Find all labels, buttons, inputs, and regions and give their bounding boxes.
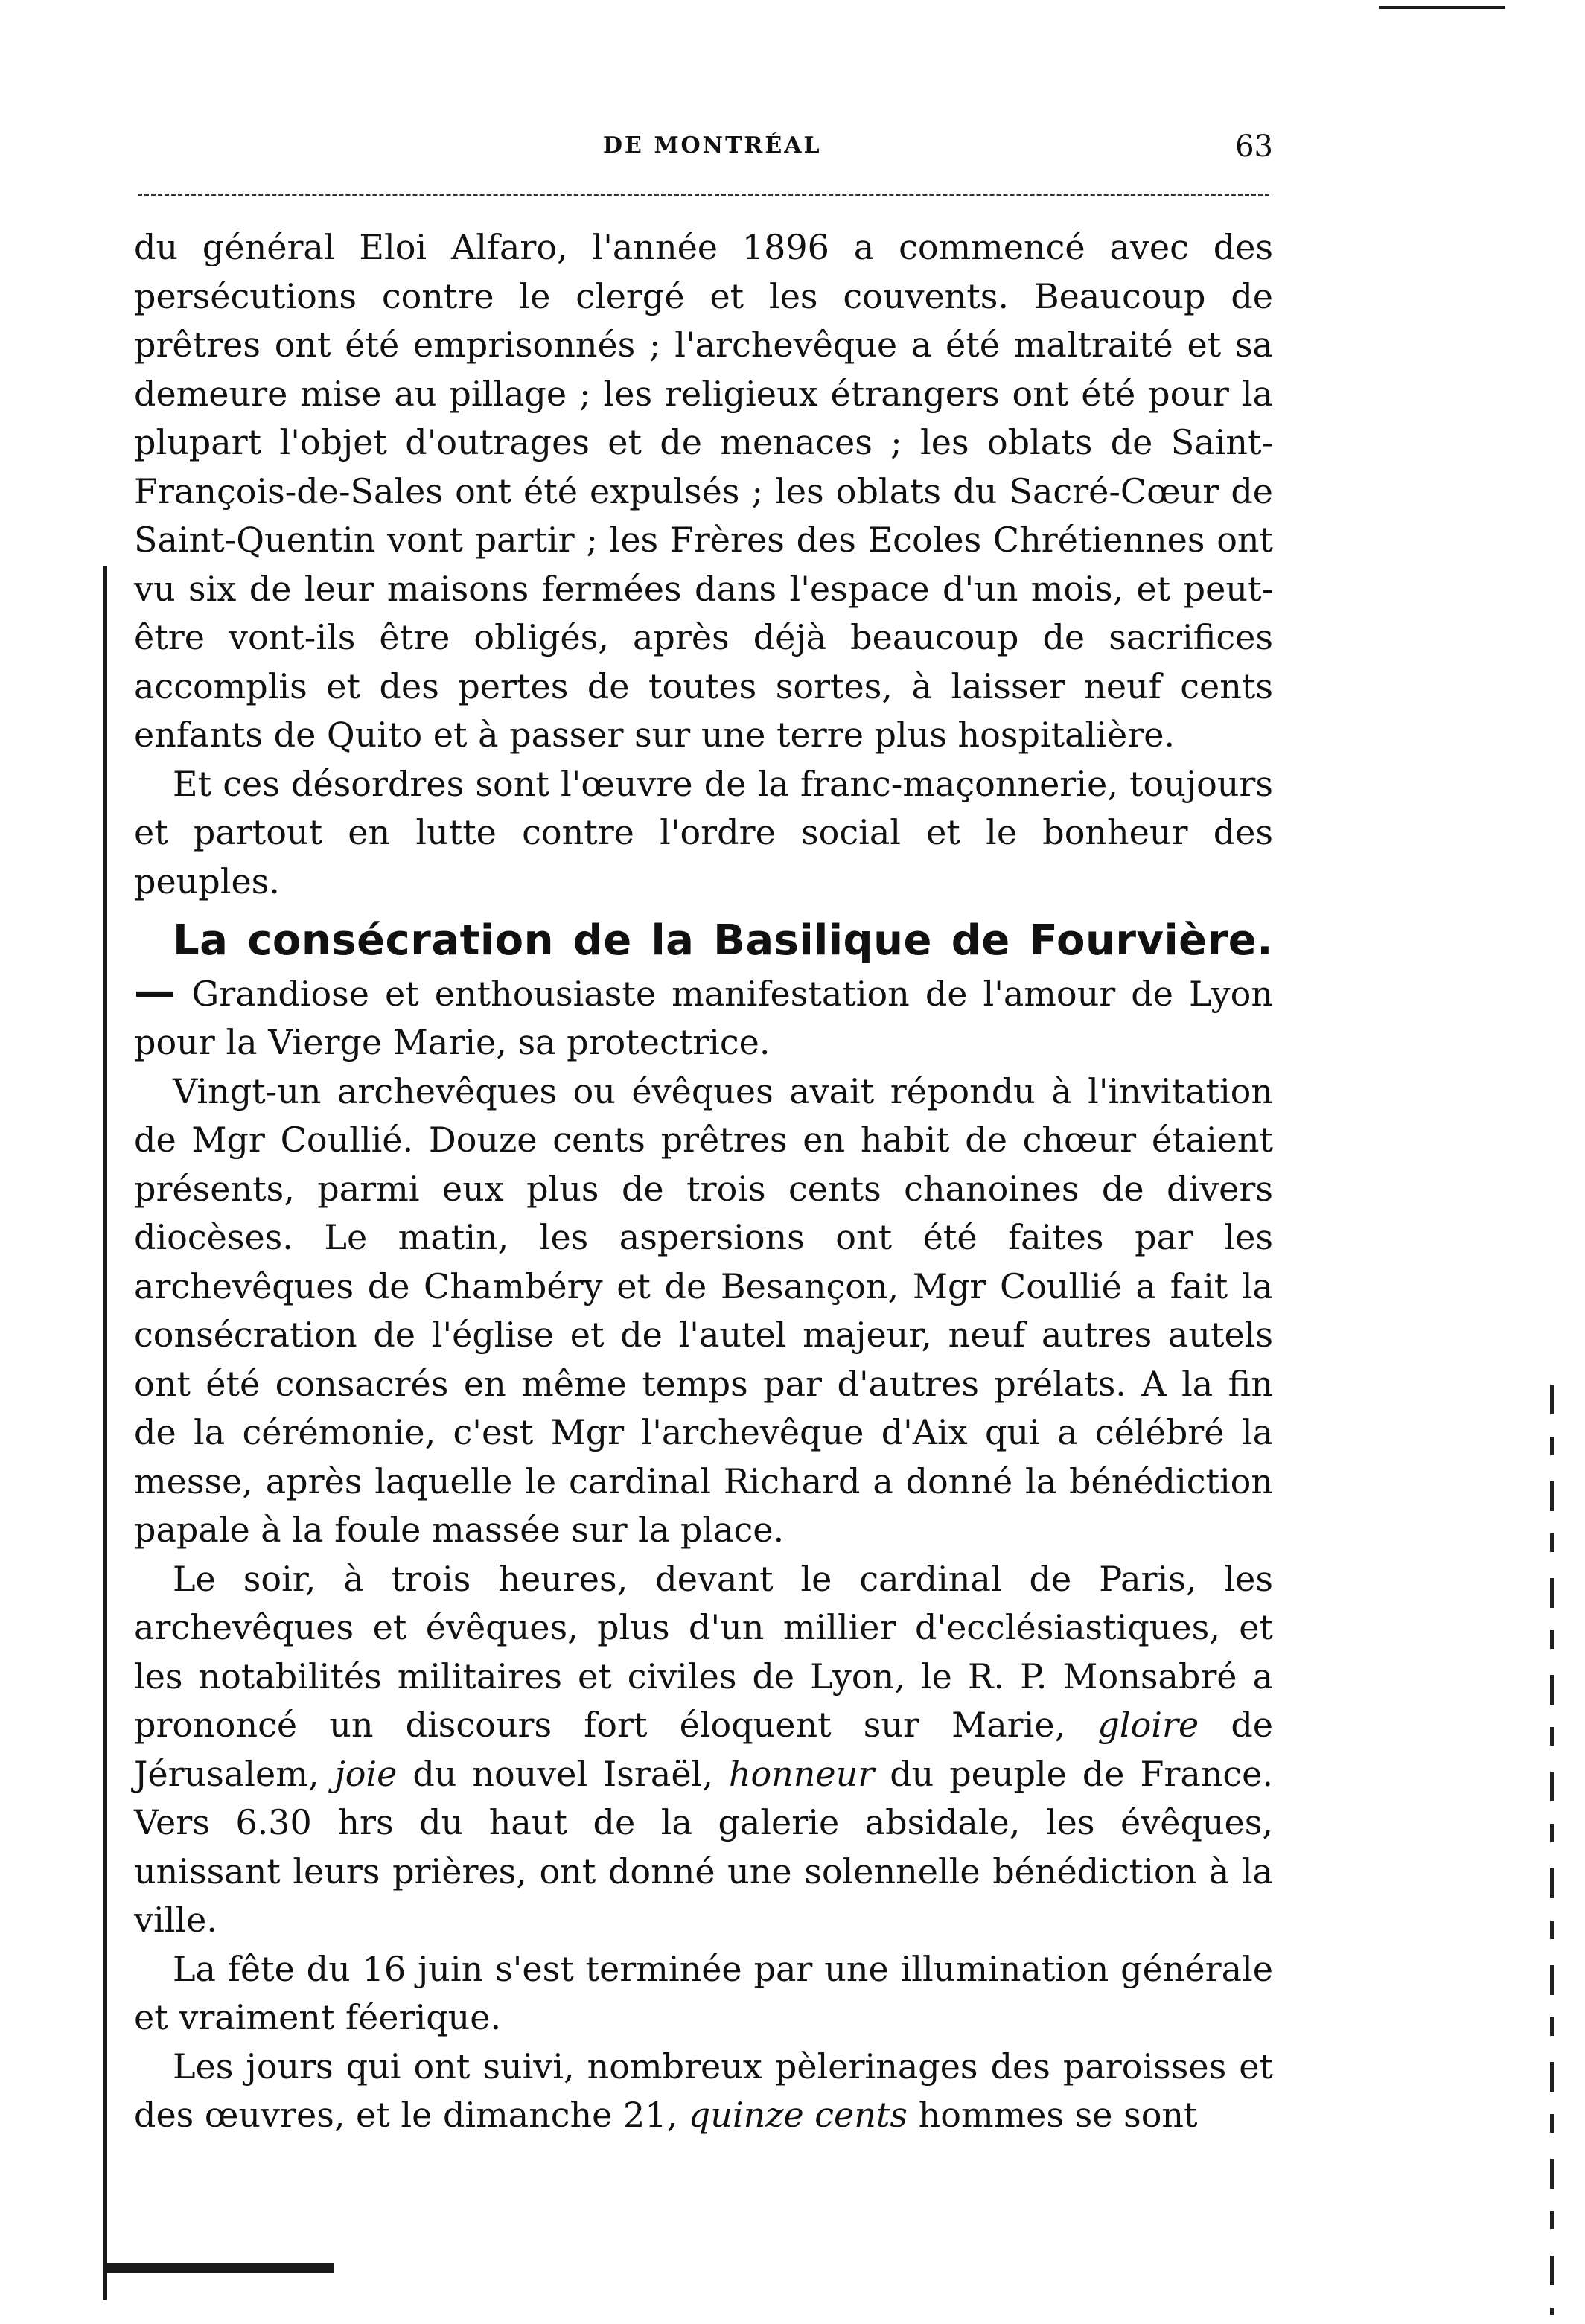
page-edge-left <box>103 566 107 2300</box>
page-number: 63 <box>1235 130 1273 164</box>
paragraph-1: du général Eloi Alfaro, l'année 1896 a commencé avec des persécutions contre le clergé et les couvents. Beaucoup de prêtres ont été emprisonnés ; l'archevêque a été maltraité et sa demeure mise au pillage ; les religieux étrangers ont été pour la plupart l'objet d'outrages et de menaces ; les oblats de Saint-François-de-Sales ont été expulsés ; les oblats du Sacré-Cœur de Saint-Quentin vont partir ; les Frères des Ecoles Chrétiennes ont vu six de leur maisons fermées dans l'espace d'un mois, et peut-être vont-ils être obligés, après déjà beaucoup de sacrifices accomplis et des pertes de toutes sortes, à laisser neuf cents enfants de Quito et à passer sur une terre plus hospitalière. <box>134 227 1273 755</box>
para4-text-mid2: du nouvel Israël, <box>412 1753 713 1794</box>
running-head: DE MONTRÉAL <box>603 133 822 159</box>
para4-joie: joie <box>334 1753 398 1794</box>
para4-honneur: honneur <box>728 1753 875 1794</box>
header-rule <box>138 194 1269 196</box>
section-title: La consécration de la Basilique de Fourvière. — <box>134 916 1273 1016</box>
body-text <box>134 223 1273 2140</box>
page-header <box>134 130 1273 170</box>
paragraph-6 <box>134 2043 1273 2140</box>
scan-artifact-top <box>1379 6 1505 9</box>
para4-text-end: du peuple de France. Vers 6.30 hrs du haut de la galerie absidale, les évêques, unissant leurs prières, ont donné une solennelle bénédiction à la ville. <box>134 1753 1274 1940</box>
para6-text-start: Les jours qui ont suivi, nombreux pèlerinages des paroisses et des œuvres, et le dimanche 21, <box>134 2046 1273 2135</box>
page-edge-right <box>1550 1385 1554 2315</box>
para4-text-start: Le soir, à trois heures, devant le cardinal de Paris, les archevêques et évêques, plus d'un millier d'ecclésiastiques, et les notabilités militaires et civiles de Lyon, le R. P. Monsabré a prononcé un discours fort éloquent sur Marie, <box>134 1558 1273 1745</box>
page-edge-bottom-left <box>103 2263 334 2273</box>
paragraph-4 <box>134 1555 1273 1945</box>
section-heading <box>134 916 1273 1067</box>
para4-gloire: gloire <box>1097 1705 1199 1745</box>
section-subtitle: Grandiose et enthousiaste manifestation de l'amour de Lyon pour la Vierge Marie, sa protectrice. <box>134 973 1273 1062</box>
paragraph-5: La fête du 16 juin s'est terminée par une illumination générale et vraiment féerique. <box>134 1948 1273 2037</box>
paragraph-2: Et ces désordres sont l'œuvre de la franc-maçonnerie, toujours et partout en lutte contre l'ordre social et le bonheur des peuples. <box>134 763 1273 901</box>
para6-quinze-cents: quinze cents <box>688 2095 908 2135</box>
paragraph-3: Vingt-un archevêques ou évêques avait répondu à l'invitation de Mgr Coullié. Douze cents prêtres en habit de chœur étaient présents, parmi eux plus de trois cents chanoines de divers diocèses. Le matin, les aspersions ont été faites par les archevêques de Chambéry et de Besançon, Mgr Coullié a fait la consécration de l'église et de l'autel majeur, neuf autres autels ont été consacrés en même temps par d'autres prélats. A la fin de la cérémonie, c'est Mgr l'archevêque d'Aix qui a célébré la messe, après laquelle le cardinal Richard a donné la bénédiction papale à la foule massée sur la place. <box>134 1070 1273 1550</box>
para4-text-mid1: de Jérusalem, <box>134 1705 1274 1794</box>
para6-text-end: hommes se sont <box>918 2095 1198 2135</box>
